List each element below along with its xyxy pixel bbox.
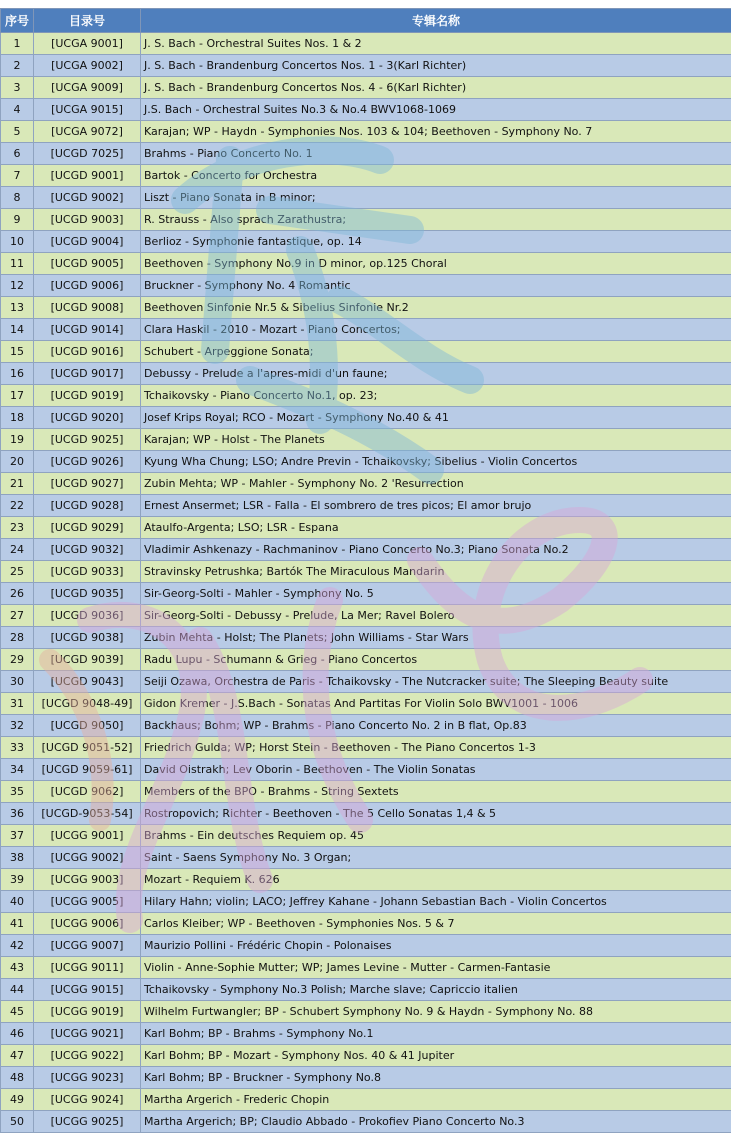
row-album-title: Bruckner - Symphony No. 4 Romantic	[141, 275, 731, 297]
row-album-title: J. S. Bach - Orchestral Suites Nos. 1 & 2	[141, 33, 731, 55]
row-album-title: Tchaikovsky - Piano Concerto No.1, op. 23;	[141, 385, 731, 407]
row-album-title: Berlioz - Symphonie fantastique, op. 14	[141, 231, 731, 253]
table-row	[1, 341, 731, 363]
row-album-title: Debussy - Prelude a l'apres-midi d'un faune;	[141, 363, 731, 385]
table-row	[1, 649, 731, 671]
row-index: 21	[1, 473, 34, 495]
table-row	[1, 143, 731, 165]
table-row	[1, 165, 731, 187]
row-index: 7	[1, 165, 34, 187]
table-row	[1, 363, 731, 385]
row-catalog: [UCGD 9028]	[34, 495, 141, 517]
row-index: 39	[1, 869, 34, 891]
row-catalog: [UCGD 9002]	[34, 187, 141, 209]
table-row	[1, 913, 731, 935]
row-catalog: [UCGD 9017]	[34, 363, 141, 385]
row-index: 20	[1, 451, 34, 473]
table-row	[1, 1023, 731, 1045]
row-catalog: [UCGD 9014]	[34, 319, 141, 341]
row-album-title: Radu Lupu - Schumann & Grieg - Piano Concertos	[141, 649, 731, 671]
row-index: 9	[1, 209, 34, 231]
row-index: 18	[1, 407, 34, 429]
row-index: 47	[1, 1045, 34, 1067]
row-index: 19	[1, 429, 34, 451]
row-catalog: [UCGD 9003]	[34, 209, 141, 231]
row-index: 2	[1, 55, 34, 77]
row-index: 35	[1, 781, 34, 803]
row-index: 28	[1, 627, 34, 649]
row-album-title: J.S. Bach - Orchestral Suites No.3 & No.4 BWV1068-1069	[141, 99, 731, 121]
table-row	[1, 759, 731, 781]
row-index: 23	[1, 517, 34, 539]
row-index: 16	[1, 363, 34, 385]
row-index: 43	[1, 957, 34, 979]
row-catalog: [UCGD 7025]	[34, 143, 141, 165]
table-row	[1, 627, 731, 649]
row-album-title: Seiji Ozawa, Orchestra de Paris - Tchaikovsky - The Nutcracker suite; The Sleeping Beauty suite	[141, 671, 731, 693]
row-index: 22	[1, 495, 34, 517]
table-row	[1, 715, 731, 737]
row-index: 38	[1, 847, 34, 869]
row-index: 37	[1, 825, 34, 847]
table-row	[1, 209, 731, 231]
row-catalog: [UCGG 9006]	[34, 913, 141, 935]
table-row	[1, 495, 731, 517]
row-catalog: [UCGD 9036]	[34, 605, 141, 627]
table-row	[1, 957, 731, 979]
table-row	[1, 781, 731, 803]
album-table-container	[0, 8, 731, 1133]
table-row	[1, 33, 731, 55]
row-index: 30	[1, 671, 34, 693]
row-catalog: [UCGG 9025]	[34, 1111, 141, 1133]
row-catalog: [UCGD 9050]	[34, 715, 141, 737]
row-catalog: [UCGD 9035]	[34, 583, 141, 605]
row-index: 17	[1, 385, 34, 407]
row-index: 6	[1, 143, 34, 165]
table-row	[1, 429, 731, 451]
row-album-title: Sir-Georg-Solti - Debussy - Prelude, La Mer; Ravel Bolero	[141, 605, 731, 627]
row-index: 10	[1, 231, 34, 253]
row-album-title: Rostropovich; Richter - Beethoven - The 5 Cello Sonatas 1,4 & 5	[141, 803, 731, 825]
row-catalog: [UCGG 9003]	[34, 869, 141, 891]
row-index: 26	[1, 583, 34, 605]
row-index: 27	[1, 605, 34, 627]
table-row	[1, 319, 731, 341]
row-index: 45	[1, 1001, 34, 1023]
table-row	[1, 891, 731, 913]
row-catalog: [UCGD 9033]	[34, 561, 141, 583]
album-table	[0, 8, 731, 1133]
table-body	[1, 33, 731, 1133]
row-index: 14	[1, 319, 34, 341]
row-album-title: David Oistrakh; Lev Oborin - Beethoven - The Violin Sonatas	[141, 759, 731, 781]
row-album-title: Wilhelm Furtwangler; BP - Schubert Symphony No. 9 & Haydn - Symphony No. 88	[141, 1001, 731, 1023]
row-album-title: Zubin Mehta - Holst; The Planets; John Williams - Star Wars	[141, 627, 731, 649]
row-index: 42	[1, 935, 34, 957]
table-row	[1, 1001, 731, 1023]
row-catalog: [UCGA 9002]	[34, 55, 141, 77]
table-row	[1, 605, 731, 627]
row-catalog: [UCGD 9032]	[34, 539, 141, 561]
table-row	[1, 451, 731, 473]
row-index: 24	[1, 539, 34, 561]
row-album-title: Karajan; WP - Holst - The Planets	[141, 429, 731, 451]
table-row	[1, 77, 731, 99]
row-album-title: Clara Haskil - 2010 - Mozart - Piano Concertos;	[141, 319, 731, 341]
table-row	[1, 121, 731, 143]
table-row	[1, 561, 731, 583]
row-catalog: [UCGD 9051-52]	[34, 737, 141, 759]
row-album-title: Violin - Anne-Sophie Mutter; WP; James Levine - Mutter - Carmen-Fantasie	[141, 957, 731, 979]
row-catalog: [UCGG 9007]	[34, 935, 141, 957]
row-catalog: [UCGD 9048-49]	[34, 693, 141, 715]
table-row	[1, 1089, 731, 1111]
table-row	[1, 275, 731, 297]
row-catalog: [UCGD 9026]	[34, 451, 141, 473]
table-row	[1, 385, 731, 407]
row-catalog: [UCGD-9053-54]	[34, 803, 141, 825]
header-index: 序号	[1, 9, 34, 33]
row-album-title: Ernest Ansermet; LSR - Falla - El sombrero de tres picos; El amor brujo	[141, 495, 731, 517]
row-catalog: [UCGG 9015]	[34, 979, 141, 1001]
row-album-title: Karl Bohm; BP - Bruckner - Symphony No.8	[141, 1067, 731, 1089]
table-row	[1, 935, 731, 957]
row-album-title: Carlos Kleiber; WP - Beethoven - Symphonies Nos. 5 & 7	[141, 913, 731, 935]
row-index: 11	[1, 253, 34, 275]
table-row	[1, 803, 731, 825]
row-album-title: Friedrich Gulda; WP; Horst Stein - Beethoven - The Piano Concertos 1-3	[141, 737, 731, 759]
row-index: 44	[1, 979, 34, 1001]
table-row	[1, 99, 731, 121]
table-row	[1, 253, 731, 275]
row-catalog: [UCGD 9027]	[34, 473, 141, 495]
row-catalog: [UCGD 9038]	[34, 627, 141, 649]
row-album-title: Martha Argerich - Frederic Chopin	[141, 1089, 731, 1111]
row-index: 15	[1, 341, 34, 363]
row-index: 34	[1, 759, 34, 781]
row-catalog: [UCGD 9062]	[34, 781, 141, 803]
row-album-title: R. Strauss - Also sprach Zarathustra;	[141, 209, 731, 231]
row-catalog: [UCGG 9024]	[34, 1089, 141, 1111]
table-row	[1, 297, 731, 319]
row-album-title: Karajan; WP - Haydn - Symphonies Nos. 103 & 104; Beethoven - Symphony No. 7	[141, 121, 731, 143]
row-index: 32	[1, 715, 34, 737]
row-index: 46	[1, 1023, 34, 1045]
row-index: 5	[1, 121, 34, 143]
row-catalog: [UCGA 9001]	[34, 33, 141, 55]
row-catalog: [UCGA 9072]	[34, 121, 141, 143]
row-album-title: Karl Bohm; BP - Mozart - Symphony Nos. 40 & 41 Jupiter	[141, 1045, 731, 1067]
row-catalog: [UCGA 9015]	[34, 99, 141, 121]
row-index: 13	[1, 297, 34, 319]
row-catalog: [UCGG 9019]	[34, 1001, 141, 1023]
table-row	[1, 847, 731, 869]
row-album-title: Saint - Saens Symphony No. 3 Organ;	[141, 847, 731, 869]
row-album-title: Gidon Kremer - J.S.Bach - Sonatas And Partitas For Violin Solo BWV1001 - 1006	[141, 693, 731, 715]
row-catalog: [UCGD 9005]	[34, 253, 141, 275]
row-index: 40	[1, 891, 34, 913]
row-catalog: [UCGG 9021]	[34, 1023, 141, 1045]
row-album-title: Hilary Hahn; violin; LACO; Jeffrey Kahane - Johann Sebastian Bach - Violin Concertos	[141, 891, 731, 913]
row-catalog: [UCGA 9009]	[34, 77, 141, 99]
row-catalog: [UCGD 9019]	[34, 385, 141, 407]
row-catalog: [UCGD 9025]	[34, 429, 141, 451]
row-index: 25	[1, 561, 34, 583]
row-album-title: Sir-Georg-Solti - Mahler - Symphony No. 5	[141, 583, 731, 605]
table-row	[1, 583, 731, 605]
table-row	[1, 55, 731, 77]
row-album-title: Martha Argerich; BP; Claudio Abbado - Prokofiev Piano Concerto No.3	[141, 1111, 731, 1133]
row-index: 33	[1, 737, 34, 759]
row-album-title: Josef Krips Royal; RCO - Mozart - Symphony No.40 & 41	[141, 407, 731, 429]
row-catalog: [UCGD 9001]	[34, 165, 141, 187]
table-row	[1, 539, 731, 561]
row-album-title: Karl Bohm; BP - Brahms - Symphony No.1	[141, 1023, 731, 1045]
row-album-title: Stravinsky Petrushka; Bartók The Miraculous Mandarin	[141, 561, 731, 583]
table-row	[1, 979, 731, 1001]
row-album-title: J. S. Bach - Brandenburg Concertos Nos. 1 - 3(Karl Richter)	[141, 55, 731, 77]
table-header-row	[1, 9, 731, 33]
table-row	[1, 671, 731, 693]
row-catalog: [UCGD 9043]	[34, 671, 141, 693]
row-catalog: [UCGD 9059-61]	[34, 759, 141, 781]
row-album-title: Brahms - Piano Concerto No. 1	[141, 143, 731, 165]
row-album-title: Beethoven Sinfonie Nr.5 & Sibelius Sinfonie Nr.2	[141, 297, 731, 319]
row-index: 3	[1, 77, 34, 99]
row-album-title: Bartok - Concerto for Orchestra	[141, 165, 731, 187]
table-row	[1, 693, 731, 715]
row-catalog: [UCGD 9004]	[34, 231, 141, 253]
table-row	[1, 1045, 731, 1067]
table-row	[1, 737, 731, 759]
row-catalog: [UCGD 9016]	[34, 341, 141, 363]
row-index: 48	[1, 1067, 34, 1089]
row-album-title: Mozart - Requiem K. 626	[141, 869, 731, 891]
row-album-title: Ataulfo-Argenta; LSO; LSR - Espana	[141, 517, 731, 539]
row-catalog: [UCGG 9011]	[34, 957, 141, 979]
row-catalog: [UCGD 9006]	[34, 275, 141, 297]
row-index: 8	[1, 187, 34, 209]
row-index: 29	[1, 649, 34, 671]
row-index: 12	[1, 275, 34, 297]
row-album-title: Beethoven - Symphony No.9 in D minor, op.125 Choral	[141, 253, 731, 275]
row-index: 4	[1, 99, 34, 121]
header-catalog: 目录号	[34, 9, 141, 33]
table-row	[1, 1067, 731, 1089]
row-catalog: [UCGG 9022]	[34, 1045, 141, 1067]
header-album: 专辑名称	[141, 9, 731, 33]
row-album-title: Members of the BPO - Brahms - String Sextets	[141, 781, 731, 803]
row-album-title: Backhaus; Bohm; WP - Brahms - Piano Concerto No. 2 in B flat, Op.83	[141, 715, 731, 737]
table-row	[1, 825, 731, 847]
table-row	[1, 407, 731, 429]
row-catalog: [UCGD 9020]	[34, 407, 141, 429]
row-album-title: Liszt - Piano Sonata in B minor;	[141, 187, 731, 209]
row-catalog: [UCGD 9039]	[34, 649, 141, 671]
table-row	[1, 1111, 731, 1133]
row-index: 49	[1, 1089, 34, 1111]
row-album-title: Maurizio Pollini - Frédéric Chopin - Polonaises	[141, 935, 731, 957]
table-row	[1, 231, 731, 253]
row-catalog: [UCGG 9023]	[34, 1067, 141, 1089]
row-catalog: [UCGD 9029]	[34, 517, 141, 539]
row-index: 31	[1, 693, 34, 715]
row-album-title: Vladimir Ashkenazy - Rachmaninov - Piano Concerto No.3; Piano Sonata No.2	[141, 539, 731, 561]
row-catalog: [UCGG 9002]	[34, 847, 141, 869]
row-album-title: Brahms - Ein deutsches Requiem op. 45	[141, 825, 731, 847]
row-album-title: Tchaikovsky - Symphony No.3 Polish; Marche slave; Capriccio italien	[141, 979, 731, 1001]
table-row	[1, 473, 731, 495]
row-album-title: J. S. Bach - Brandenburg Concertos Nos. 4 - 6(Karl Richter)	[141, 77, 731, 99]
row-catalog: [UCGG 9005]	[34, 891, 141, 913]
row-index: 36	[1, 803, 34, 825]
row-catalog: [UCGG 9001]	[34, 825, 141, 847]
row-catalog: [UCGD 9008]	[34, 297, 141, 319]
table-row	[1, 869, 731, 891]
table-row	[1, 517, 731, 539]
row-album-title: Kyung Wha Chung; LSO; Andre Previn - Tchaikovsky; Sibelius - Violin Concertos	[141, 451, 731, 473]
row-album-title: Schubert - Arpeggione Sonata;	[141, 341, 731, 363]
row-album-title: Zubin Mehta; WP - Mahler - Symphony No. 2 'Resurrection	[141, 473, 731, 495]
row-index: 50	[1, 1111, 34, 1133]
row-index: 1	[1, 33, 34, 55]
row-index: 41	[1, 913, 34, 935]
table-row	[1, 187, 731, 209]
